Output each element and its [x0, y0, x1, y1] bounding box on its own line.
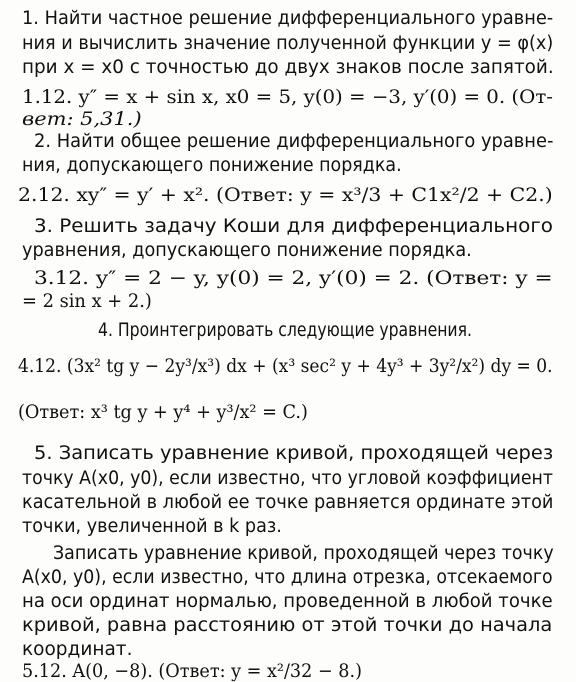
text-line: уравнения, допускающего понижение порядка.: [22, 240, 472, 261]
text-line: 3. Решить задачу Коши для дифференциального: [34, 216, 553, 237]
text-line: точку A(x0, y0), если известно, что угловой коэффициент: [22, 468, 553, 489]
text-line: при x = x0 с точностью до двух знаков после запятой.: [22, 57, 554, 78]
text-line: 2.12. xy″ = y′ + x². (Ответ: y = x³/3 + C1x²/2 + C2.): [18, 185, 553, 206]
text-line: 5. Записать уравнение кривой, проходящей через: [34, 443, 554, 464]
text-line: = 2 sin x + 2.): [22, 291, 152, 312]
text-line: 4.12. (3x² tg y − 2y³/x³) dx + (x³ sec² y + 4y³ + 3y²/x²) dy = 0.: [18, 356, 553, 377]
text-line: точки, увеличенной в k раз.: [22, 516, 282, 537]
text-line: 3.12. y″ = 2 − y, y(0) = 2, y′(0) = 2. (Ответ: y =: [34, 268, 553, 289]
text-line: ния и вычислить значение полученной функции y = φ(x): [22, 33, 554, 54]
text-line: на оси ординат нормалью, проведенной в любой точке: [22, 591, 553, 612]
text-line: Записать уравнение кривой, проходящей через точку: [53, 543, 554, 564]
text-line: ния, допускающего понижение порядка.: [22, 155, 402, 176]
text-line: вет: 5,31.): [22, 109, 142, 130]
text-line: кривой, равна расстоянию от этой точки до начала: [22, 615, 553, 636]
text-line: 5.12. A(0, −8). (Ответ: y = x²/32 − 8.): [22, 661, 362, 682]
text-line: координат.: [22, 639, 133, 660]
text-line: 1.12. y″ = x + sin x, x0 = 5, y(0) = −3, y′(0) = 0. (От-: [22, 87, 553, 108]
text-line: касательной в любой ее точке равняется ординате этой: [22, 492, 554, 513]
text-line: 2. Найти общее решение дифференциального уравне-: [34, 131, 554, 152]
text-line: (Ответ: x³ tg y + y⁴ + y³/x² = C.): [18, 402, 308, 423]
text-line: 4. Проинтегрировать следующие уравнения.: [98, 320, 472, 341]
text-line: 1. Найти частное решение дифференциального уравне-: [22, 8, 554, 29]
text-line: A(x0, y0), если известно, что длина отрезка, отсекаемого: [22, 567, 553, 588]
